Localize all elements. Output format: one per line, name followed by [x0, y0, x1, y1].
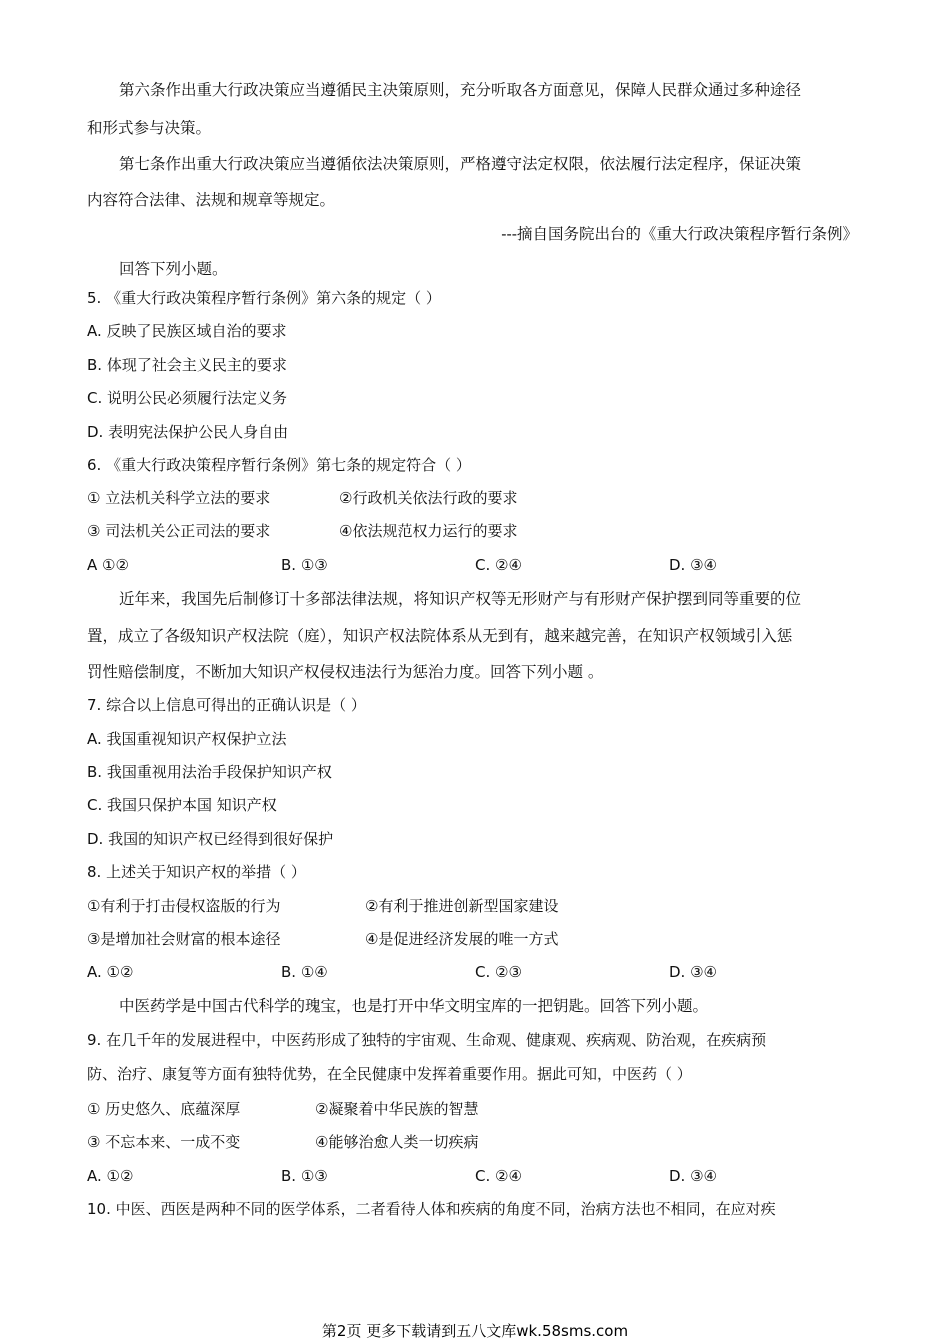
q8-statement-1: ①有利于打击侵权盗版的行为 [87, 897, 281, 915]
q9-stem-line1: 9. 在几千年的发展进程中，中医药形成了独特的宇宙观、生命观、健康观、疾病观、防治观，在疾病预 [87, 1031, 767, 1049]
q9-statement-2: ②凝聚着中华民族的智慧 [315, 1100, 479, 1118]
article6-line2: 和形式参与决策。 [87, 119, 212, 137]
q7-option-a: A. 我国重视知识产权保护立法 [87, 730, 287, 748]
source-citation: ---摘自国务院出台的《重大行政决策程序暂行条例》 [501, 225, 858, 243]
q6-statement-1: ① 立法机关科学立法的要求 [87, 489, 271, 507]
q8-choices [87, 962, 847, 982]
q8-choice-d: D. ③④ [669, 963, 717, 981]
q6-statement-4: ④依法规范权力运行的要求 [339, 522, 518, 540]
q9-statement-4: ④能够治愈人类一切疾病 [315, 1133, 479, 1151]
article7-line1: 第七条作出重大行政决策应当遵循依法决策原则，严格遵守法定权限，依法履行法定程序，保证决策 [119, 155, 802, 173]
q5-option-d: D. 表明宪法保护公民人身自由 [87, 423, 289, 441]
q6-choice-c: C. ②④ [475, 556, 522, 574]
q9-choices [87, 1166, 847, 1186]
q8-statement-2: ②有利于推进创新型国家建设 [365, 897, 559, 915]
q6-statement-2: ②行政机关依法行政的要求 [339, 489, 518, 507]
q9-choice-c: C. ②④ [475, 1167, 522, 1185]
q8-choice-a: A. ①② [87, 963, 134, 981]
passage2-line3: 罚性赔偿制度，不断加大知识产权侵权违法行为惩治力度。回答下列小题 。 [87, 663, 604, 681]
q5-option-c: C. 说明公民必须履行法定义务 [87, 389, 288, 407]
q9-statement-1: ① 历史悠久、底蕴深厚 [87, 1100, 241, 1118]
q5-stem: 5. 《重大行政决策程序暂行条例》第六条的规定（ ） [87, 289, 441, 307]
q9-choice-a: A. ①② [87, 1167, 134, 1185]
q9-choice-b: B. ①③ [281, 1167, 328, 1185]
page-footer: 第2页 更多下载请到五八文库wk.58sms.com [321, 1322, 629, 1340]
passage2-line2: 置，成立了各级知识产权法院（庭），知识产权法院体系从无到有，越来越完善，在知识产权领域引入惩 [87, 627, 793, 645]
q7-option-b: B. 我国重视用法治手段保护知识产权 [87, 763, 332, 781]
q6-choice-d: D. ③④ [669, 556, 717, 574]
q8-statement-3: ③是增加社会财富的根本途径 [87, 930, 281, 948]
q8-choice-c: C. ②③ [475, 963, 522, 981]
q10-stem-line1: 10. 中医、西医是两种不同的医学体系，二者看待人体和疾病的角度不同，治病方法也不相同，在应对疾 [87, 1200, 776, 1218]
q8-choice-b: B. ①④ [281, 963, 328, 981]
q9-stem-line2: 防、治疗、康复等方面有独特优势，在全民健康中发挥着重要作用。据此可知，中医药（ ） [87, 1065, 692, 1083]
q6-choice-a: A ①② [87, 556, 129, 574]
q9-choice-d: D. ③④ [669, 1167, 717, 1185]
q7-option-d: D. 我国的知识产权已经得到很好保护 [87, 830, 334, 848]
q6-choice-b: B. ①③ [281, 556, 328, 574]
q9-statement-3: ③ 不忘本来、一成不变 [87, 1133, 241, 1151]
q6-stem: 6. 《重大行政决策程序暂行条例》第七条的规定符合（ ） [87, 456, 471, 474]
passage2-line1: 近年来，我国先后制修订十多部法律法规，将知识产权等无形财产与有形财产保护摆到同等重要的位 [119, 590, 802, 608]
article7-line2: 内容符合法律、法规和规章等规定。 [87, 191, 336, 209]
q7-option-c: C. 我国只保护本国 知识产权 [87, 796, 277, 814]
q7-stem: 7. 综合以上信息可得出的正确认识是（ ） [87, 696, 366, 714]
answer-prompt: 回答下列小题。 [119, 260, 228, 278]
q8-stem: 8. 上述关于知识产权的举措（ ） [87, 863, 306, 881]
q6-choices [87, 555, 847, 575]
q5-option-b: B. 体现了社会主义民主的要求 [87, 356, 287, 374]
passage3-line1: 中医药学是中国古代科学的瑰宝，也是打开中华文明宝库的一把钥匙。回答下列小题。 [119, 997, 709, 1015]
article6-line1: 第六条作出重大行政决策应当遵循民主决策原则，充分听取各方面意见，保障人民群众通过多种途径 [119, 81, 802, 99]
q6-statement-3: ③ 司法机关公正司法的要求 [87, 522, 271, 540]
q8-statement-4: ④是促进经济发展的唯一方式 [365, 930, 559, 948]
q5-option-a: A. 反映了民族区域自治的要求 [87, 322, 287, 340]
